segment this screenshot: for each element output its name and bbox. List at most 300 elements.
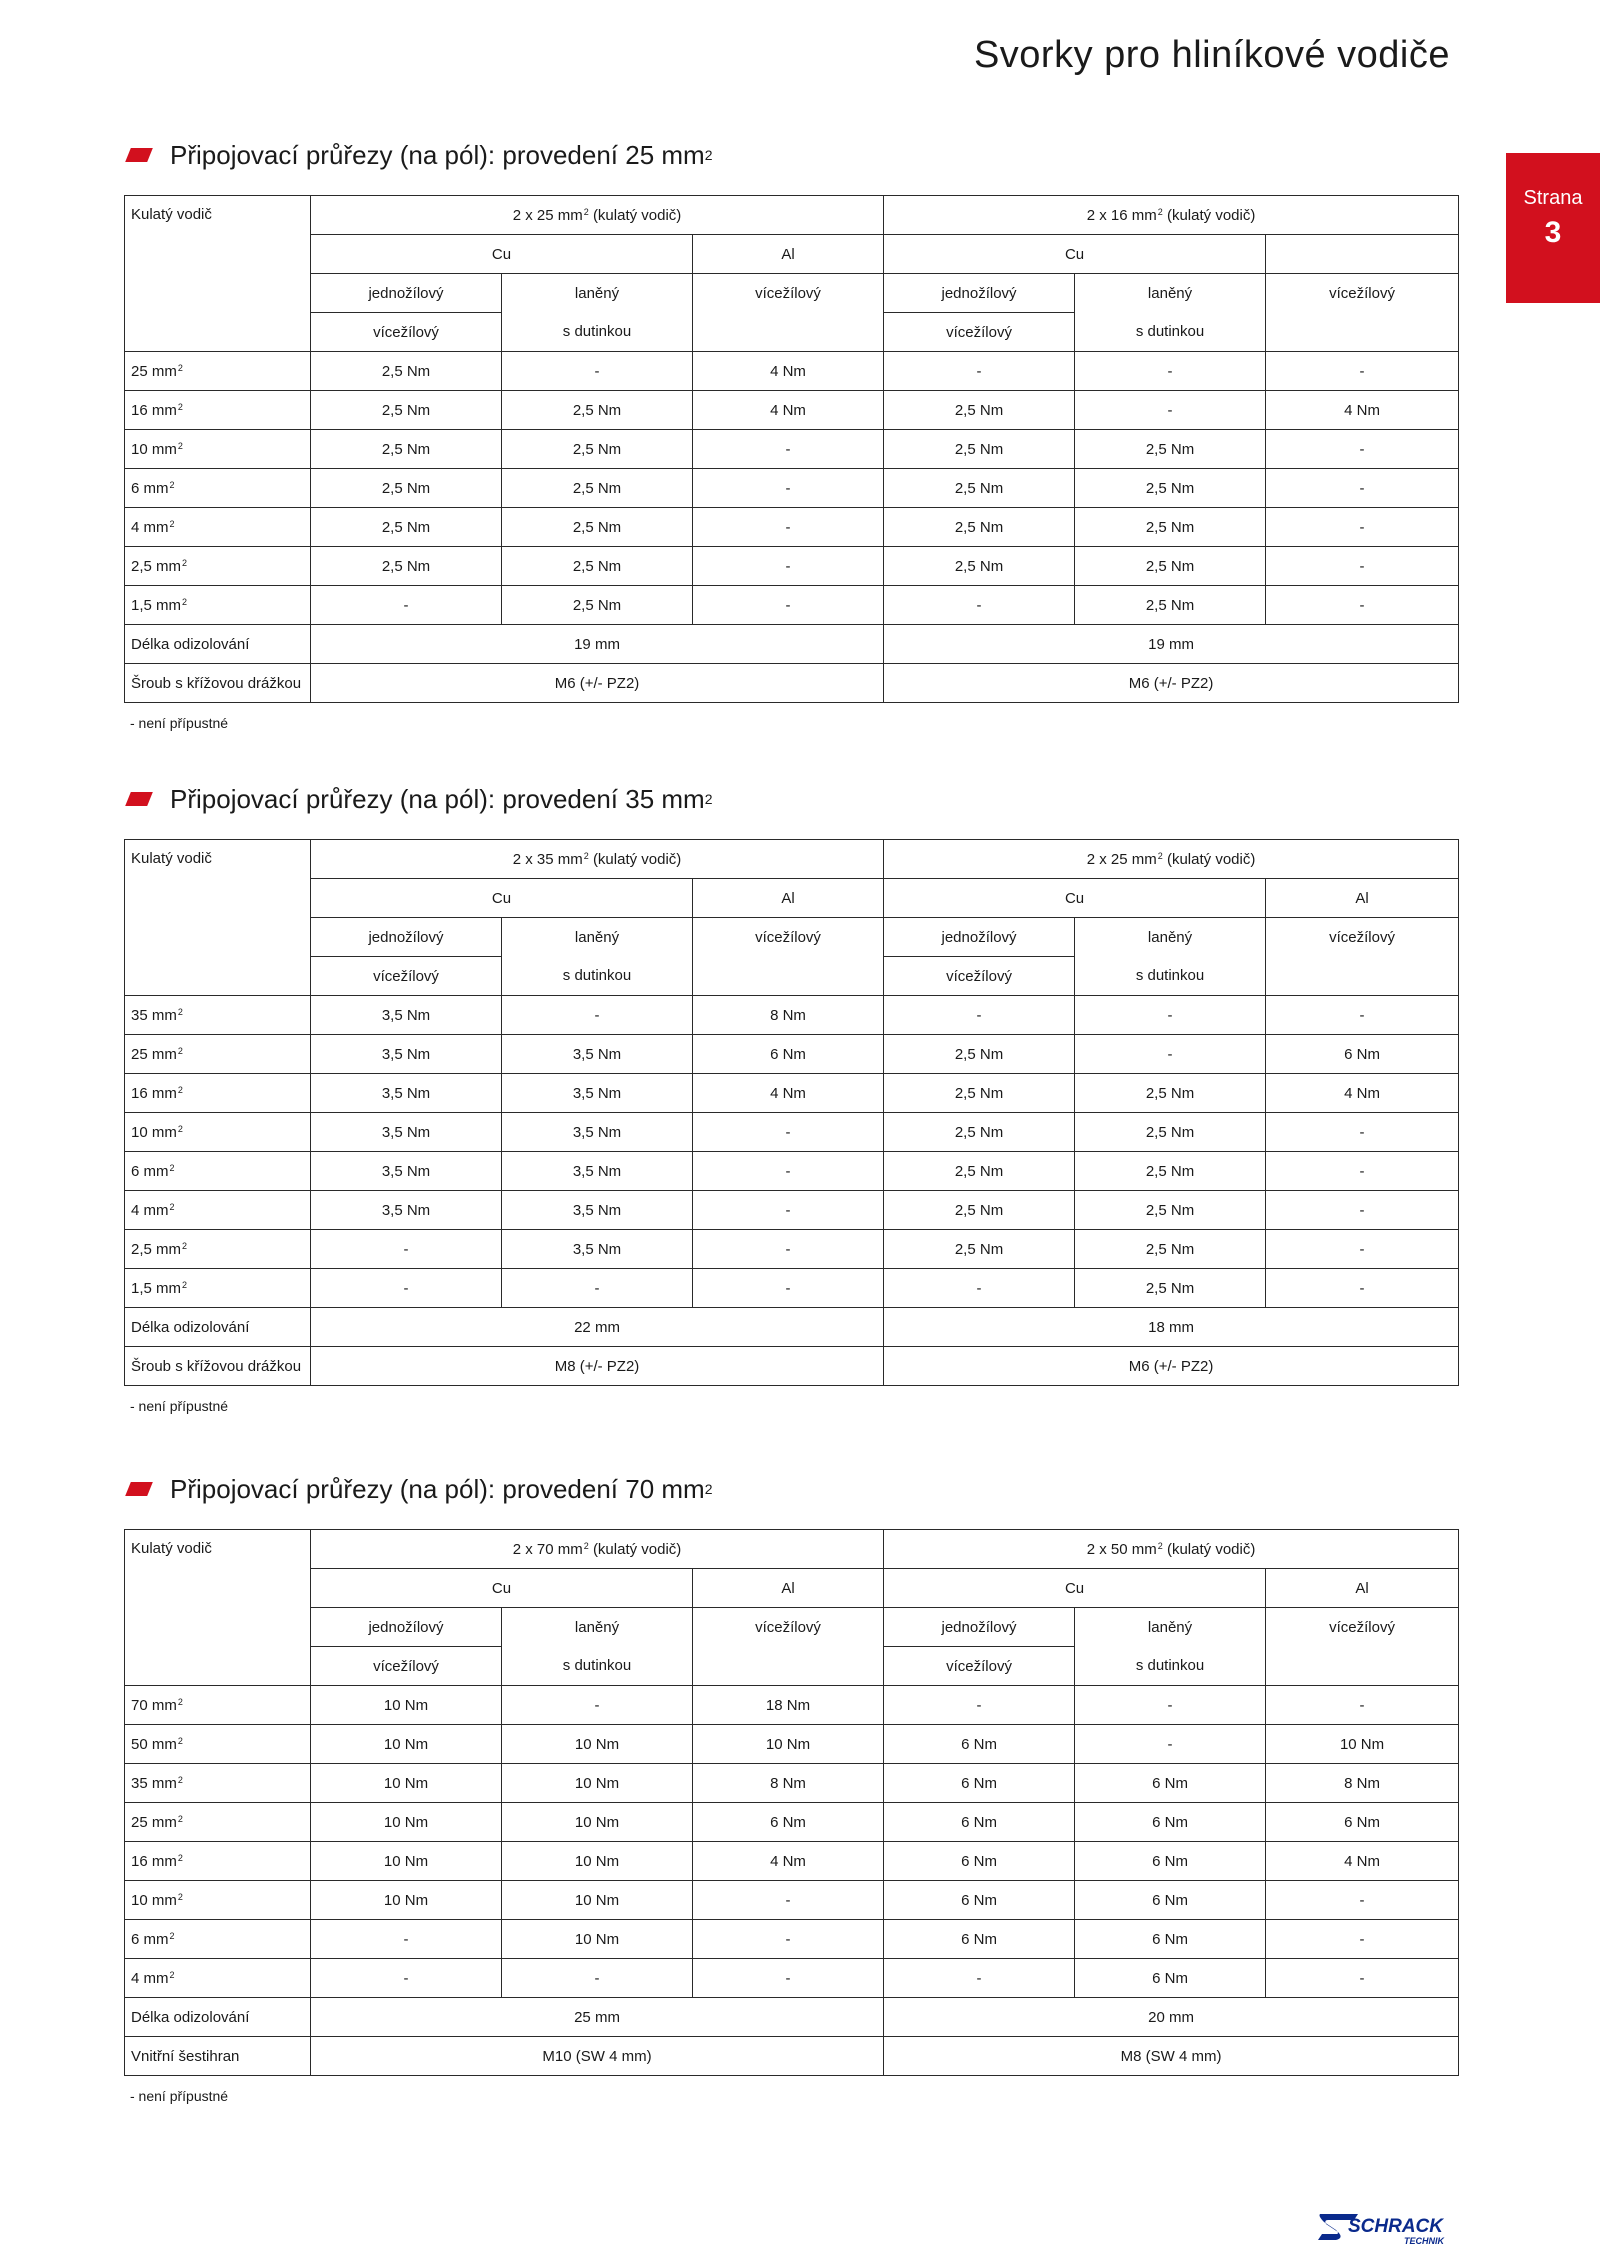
torque-value: - [785, 1201, 791, 1219]
torque-value: - [976, 1006, 982, 1024]
torque-value: 2,5 Nm [381, 440, 431, 458]
torque-value: 2,5 Nm [381, 557, 431, 575]
conductor-type-text: s dutinkou [1135, 323, 1205, 341]
torque-value: - [1167, 401, 1173, 419]
torque-value: - [1359, 1123, 1365, 1141]
conductor-type-cell [502, 957, 693, 996]
conductor-type-row-2 [125, 1647, 1459, 1686]
spec-label [125, 664, 311, 703]
torque-value: 4 Nm [1344, 1852, 1380, 1870]
conductor-type-text: jednožílový [941, 1618, 1017, 1636]
torque-cell [311, 1269, 502, 1308]
torque-cell [502, 1725, 693, 1764]
conductor-type-cell [884, 313, 1075, 352]
spec-value-text: M6 (+/- PZ2) [1128, 1357, 1214, 1375]
conductor-type-text: jednožílový [368, 928, 444, 946]
torque-value: 2,5 Nm [1145, 1279, 1195, 1297]
section-heading [124, 138, 1458, 172]
cross-section-value: 4 mm [131, 1201, 169, 1219]
spec-value-text: M8 (+/- PZ2) [554, 1357, 640, 1375]
cross-section-sup: 2 [169, 1969, 175, 1980]
torque-cell [1075, 1920, 1266, 1959]
torque-value: 6 Nm [1344, 1813, 1380, 1831]
spec-value-text: 20 mm [1148, 2008, 1194, 2026]
spec-label [125, 625, 311, 664]
table-header-row [125, 196, 1459, 235]
bullet-icon [125, 1482, 153, 1496]
spec-value-text: M6 (+/- PZ2) [554, 674, 640, 692]
torque-value: 3,5 Nm [381, 1123, 431, 1141]
torque-cell [502, 1113, 693, 1152]
cross-section-label [125, 1725, 311, 1764]
section-heading [124, 782, 1458, 816]
spec-value [311, 1998, 884, 2037]
group-suffix: (kulatý vodič) [592, 1540, 682, 1558]
spec-row [125, 1998, 1459, 2037]
torque-value: - [403, 1279, 409, 1297]
torque-value: 2,5 Nm [381, 518, 431, 536]
torque-value: - [1359, 1930, 1365, 1948]
conductor-type-cell [693, 274, 884, 313]
cross-section-label [125, 1269, 311, 1308]
material-cell [693, 235, 884, 274]
torque-value: 3,5 Nm [381, 1006, 431, 1024]
torque-value: 6 Nm [1152, 1891, 1188, 1909]
torque-cell [884, 586, 1075, 625]
torque-value: 4 Nm [770, 1084, 806, 1102]
footnote: - není přípustné [130, 2088, 229, 2104]
schrack-logo [1318, 2208, 1454, 2248]
torque-value: - [1359, 1006, 1365, 1024]
torque-value: 2,5 Nm [1145, 518, 1195, 536]
logo-subtext: TECHNIK [1404, 2236, 1444, 2246]
torque-value: - [1359, 362, 1365, 380]
group-suffix: (kulatý vodič) [592, 206, 682, 224]
conductor-type-cell [502, 274, 693, 313]
spec-value [884, 2037, 1459, 2076]
torque-value: 3,5 Nm [381, 1084, 431, 1102]
torque-value: - [1167, 1006, 1173, 1024]
cross-section-label [125, 1842, 311, 1881]
conductor-type-text: vícežílový [946, 1657, 1012, 1675]
table-row [125, 391, 1459, 430]
material-cell [311, 235, 693, 274]
torque-value: 2,5 Nm [381, 401, 431, 419]
spec-value-text: M10 (SW 4 mm) [542, 2047, 652, 2065]
torque-cell [311, 1074, 502, 1113]
torque-value: - [785, 1930, 791, 1948]
material-row [125, 879, 1459, 918]
material-text: Al [1355, 889, 1369, 907]
spec-value-text: 22 mm [574, 1318, 620, 1336]
torque-cell [884, 1074, 1075, 1113]
torque-cell [693, 1959, 884, 1998]
torque-cell [1266, 1152, 1459, 1191]
footnote: - není přípustné [130, 1398, 229, 1414]
torque-cell [502, 1035, 693, 1074]
conductor-type-row [125, 1608, 1459, 1647]
material-cell [693, 879, 884, 918]
torque-value: 2,5 Nm [381, 479, 431, 497]
torque-value: 4 Nm [1344, 401, 1380, 419]
torque-value: 2,5 Nm [954, 401, 1004, 419]
page-number: 3 [1544, 216, 1562, 249]
material-cell [1266, 235, 1459, 274]
torque-value: - [1359, 596, 1365, 614]
table-row [125, 1881, 1459, 1920]
cross-section-label [125, 352, 311, 391]
torque-table [124, 839, 1459, 1386]
spec-label-text: Vnitřní šestihran [131, 2047, 240, 2065]
conductor-type-row [125, 274, 1459, 313]
table-row [125, 1803, 1459, 1842]
torque-value: - [1359, 1279, 1365, 1297]
cross-section-sup: 2 [169, 518, 175, 529]
torque-value: 6 Nm [1152, 1969, 1188, 1987]
torque-cell [884, 1764, 1075, 1803]
torque-value: 6 Nm [1152, 1930, 1188, 1948]
table-row [125, 508, 1459, 547]
torque-cell [502, 547, 693, 586]
cross-section-sup: 2 [169, 1162, 175, 1173]
torque-value: 2,5 Nm [1145, 1084, 1195, 1102]
torque-cell [502, 1920, 693, 1959]
cross-section-label [125, 586, 311, 625]
torque-cell [502, 1764, 693, 1803]
spec-value-text: 25 mm [574, 2008, 620, 2026]
material-text: Cu [1064, 889, 1085, 907]
torque-cell [1266, 430, 1459, 469]
torque-value: - [785, 1969, 791, 1987]
torque-cell [1266, 547, 1459, 586]
row-header-text: Kulatý vodič [131, 850, 212, 867]
conductor-type-text: s dutinkou [562, 967, 632, 985]
spec-label [125, 2037, 311, 2076]
torque-cell [1266, 508, 1459, 547]
torque-cell [693, 1686, 884, 1725]
torque-value: 2,5 Nm [572, 401, 622, 419]
cross-section-sup: 2 [177, 1123, 183, 1134]
spec-row [125, 664, 1459, 703]
torque-value: 2,5 Nm [954, 479, 1004, 497]
cross-section-value: 6 mm [131, 1930, 169, 1948]
torque-cell [884, 1881, 1075, 1920]
conductor-type-cell [311, 313, 502, 352]
material-text: Al [781, 889, 795, 907]
cross-section-sup: 2 [177, 1006, 183, 1017]
spec-value [311, 2037, 884, 2076]
torque-value: 3,5 Nm [572, 1123, 622, 1141]
torque-value: 10 Nm [574, 1891, 620, 1909]
torque-cell [884, 1725, 1075, 1764]
conductor-type-text: jednožílový [941, 284, 1017, 302]
cross-section-value: 10 mm [131, 1123, 177, 1141]
cross-section-value: 6 mm [131, 479, 169, 497]
torque-value: 3,5 Nm [572, 1045, 622, 1063]
cross-section-value: 6 mm [131, 1162, 169, 1180]
torque-value: - [1167, 1045, 1173, 1063]
torque-cell [1075, 547, 1266, 586]
cross-section-value: 10 mm [131, 1891, 177, 1909]
torque-value: 2,5 Nm [954, 1201, 1004, 1219]
torque-cell [1266, 996, 1459, 1035]
material-text: Al [781, 1579, 795, 1597]
conductor-type-text: vícežílový [1329, 1618, 1395, 1636]
conductor-type-cell [1266, 918, 1459, 957]
cross-section-label [125, 996, 311, 1035]
section-3 [124, 1472, 1458, 2104]
cross-section-value: 10 mm [131, 440, 177, 458]
torque-value: 6 Nm [1152, 1774, 1188, 1792]
torque-value: 10 Nm [383, 1735, 429, 1753]
conductor-type-cell [1075, 1647, 1266, 1686]
torque-value: 2,5 Nm [954, 518, 1004, 536]
material-row [125, 235, 1459, 274]
conductor-type-text: laněný [574, 284, 620, 302]
section-title-sup: 2 [704, 791, 713, 807]
torque-value: - [976, 362, 982, 380]
cross-section-sup: 2 [177, 1891, 183, 1902]
torque-value: - [1359, 1969, 1365, 1987]
cross-section-sup: 2 [177, 1813, 183, 1824]
torque-cell [693, 469, 884, 508]
torque-cell [693, 1803, 884, 1842]
spec-value [884, 1998, 1459, 2037]
conductor-group-2 [884, 1530, 1459, 1569]
conductor-type-cell [311, 957, 502, 996]
table-row [125, 1035, 1459, 1074]
group-suffix: (kulatý vodič) [1166, 1540, 1256, 1558]
torque-value: 2,5 Nm [572, 557, 622, 575]
torque-cell [311, 430, 502, 469]
cross-section-label [125, 469, 311, 508]
torque-cell [693, 1764, 884, 1803]
spec-row [125, 1308, 1459, 1347]
torque-cell [693, 1842, 884, 1881]
torque-cell [502, 1686, 693, 1725]
torque-value: 3,5 Nm [572, 1201, 622, 1219]
material-cell [884, 879, 1266, 918]
torque-value: - [785, 479, 791, 497]
group-prefix: 2 x 25 mm [1086, 850, 1157, 868]
cross-section-value: 4 mm [131, 1969, 169, 1987]
group-sup: 2 [1157, 1540, 1163, 1551]
torque-cell [1266, 1269, 1459, 1308]
conductor-type-text: vícežílový [373, 323, 439, 341]
conductor-type-text: laněný [1147, 1618, 1193, 1636]
torque-cell [502, 1803, 693, 1842]
table-row [125, 1920, 1459, 1959]
cross-section-value: 35 mm [131, 1774, 177, 1792]
cross-section-label [125, 1764, 311, 1803]
torque-cell [502, 1842, 693, 1881]
conductor-type-cell [884, 957, 1075, 996]
conductor-type-cell [1075, 957, 1266, 996]
torque-value: 2,5 Nm [572, 596, 622, 614]
spec-value [884, 625, 1459, 664]
conductor-group-2 [884, 196, 1459, 235]
cross-section-sup: 2 [177, 1852, 183, 1863]
row-header-label [125, 1530, 311, 1686]
torque-value: - [1359, 557, 1365, 575]
cross-section-label [125, 1152, 311, 1191]
table-row [125, 430, 1459, 469]
torque-value: 2,5 Nm [954, 1240, 1004, 1258]
conductor-type-cell [1075, 313, 1266, 352]
section-title-sup: 2 [704, 1481, 713, 1497]
spec-value [884, 1308, 1459, 1347]
torque-cell [884, 391, 1075, 430]
cross-section-sup: 2 [177, 1045, 183, 1056]
torque-cell [884, 469, 1075, 508]
conductor-type-cell [693, 1608, 884, 1647]
cross-section-label [125, 1074, 311, 1113]
torque-value: - [1359, 1891, 1365, 1909]
conductor-type-cell [884, 1647, 1075, 1686]
torque-cell [502, 508, 693, 547]
table-row [125, 352, 1459, 391]
torque-table [124, 1529, 1459, 2076]
torque-cell [311, 1842, 502, 1881]
torque-cell [693, 1074, 884, 1113]
torque-value: 6 Nm [961, 1735, 997, 1753]
material-text: Cu [1064, 1579, 1085, 1597]
torque-value: - [976, 1279, 982, 1297]
table-row [125, 1725, 1459, 1764]
torque-cell [884, 1959, 1075, 1998]
torque-value: - [403, 596, 409, 614]
torque-value: - [785, 440, 791, 458]
torque-value: 10 Nm [1339, 1735, 1385, 1753]
row-header-label [125, 196, 311, 352]
spec-value-text: 18 mm [1148, 1318, 1194, 1336]
cross-section-label [125, 1230, 311, 1269]
table-row [125, 1230, 1459, 1269]
spec-label [125, 1347, 311, 1386]
torque-cell [693, 1881, 884, 1920]
spec-value-text: M6 (+/- PZ2) [1128, 674, 1214, 692]
conductor-type-row-2 [125, 957, 1459, 996]
torque-value: 2,5 Nm [1145, 596, 1195, 614]
torque-cell [693, 391, 884, 430]
conductor-group-1 [311, 840, 884, 879]
conductor-type-cell [884, 918, 1075, 957]
conductor-type-cell [502, 1608, 693, 1647]
material-cell [1266, 1569, 1459, 1608]
group-prefix: 2 x 50 mm [1086, 1540, 1157, 1558]
torque-cell [693, 508, 884, 547]
conductor-group-2 [884, 840, 1459, 879]
torque-value: 3,5 Nm [381, 1162, 431, 1180]
torque-cell [884, 1113, 1075, 1152]
cross-section-value: 25 mm [131, 1813, 177, 1831]
torque-cell [693, 996, 884, 1035]
torque-cell [693, 1725, 884, 1764]
table-row [125, 547, 1459, 586]
conductor-type-cell [311, 918, 502, 957]
torque-value: 3,5 Nm [572, 1240, 622, 1258]
torque-value: 8 Nm [1344, 1774, 1380, 1792]
conductor-group-1 [311, 196, 884, 235]
conductor-type-cell [1266, 957, 1459, 996]
torque-value: 10 Nm [765, 1735, 811, 1753]
bullet-icon [125, 148, 153, 162]
group-prefix: 2 x 25 mm [512, 206, 583, 224]
torque-cell [502, 1959, 693, 1998]
torque-cell [311, 1881, 502, 1920]
cross-section-value: 70 mm [131, 1696, 177, 1714]
torque-cell [311, 586, 502, 625]
torque-value: - [594, 1969, 600, 1987]
cross-section-sup: 2 [177, 1735, 183, 1746]
conductor-type-text: s dutinkou [1135, 967, 1205, 985]
torque-cell [502, 1074, 693, 1113]
cross-section-value: 25 mm [131, 1045, 177, 1063]
conductor-type-row [125, 918, 1459, 957]
group-suffix: (kulatý vodič) [1166, 206, 1256, 224]
table-row [125, 1269, 1459, 1308]
torque-cell [311, 508, 502, 547]
cross-section-label [125, 1920, 311, 1959]
torque-cell [1266, 1686, 1459, 1725]
cross-section-label [125, 391, 311, 430]
torque-cell [1075, 430, 1266, 469]
spec-value-text: 19 mm [1148, 635, 1194, 653]
torque-cell [1075, 1803, 1266, 1842]
torque-cell [1075, 469, 1266, 508]
torque-value: 2,5 Nm [572, 479, 622, 497]
torque-cell [311, 1191, 502, 1230]
torque-value: 18 Nm [765, 1696, 811, 1714]
torque-cell [311, 1959, 502, 1998]
table-row [125, 586, 1459, 625]
conductor-type-text: vícežílový [1329, 284, 1395, 302]
torque-cell [311, 1725, 502, 1764]
torque-value: 10 Nm [574, 1813, 620, 1831]
group-sup: 2 [1157, 206, 1163, 217]
page-title: Svorky pro hliníkové vodiče [973, 34, 1450, 76]
torque-value: 10 Nm [383, 1852, 429, 1870]
cross-section-value: 1,5 mm [131, 1279, 182, 1297]
cross-section-value: 16 mm [131, 401, 177, 419]
torque-cell [693, 1920, 884, 1959]
torque-cell [1266, 1035, 1459, 1074]
torque-value: - [1359, 1240, 1365, 1258]
group-sup: 2 [583, 850, 589, 861]
material-text: Cu [1064, 245, 1085, 263]
torque-value: - [785, 1123, 791, 1141]
torque-value: 10 Nm [574, 1930, 620, 1948]
torque-value: 4 Nm [770, 401, 806, 419]
row-header-text: Kulatý vodič [131, 206, 212, 223]
torque-value: 6 Nm [1344, 1045, 1380, 1063]
material-cell [1266, 879, 1459, 918]
page-tab-label: Strana [1523, 187, 1583, 209]
cross-section-sup: 2 [169, 1201, 175, 1212]
torque-value: - [1167, 1735, 1173, 1753]
torque-value: 3,5 Nm [572, 1084, 622, 1102]
torque-cell [311, 1113, 502, 1152]
torque-cell [1075, 1191, 1266, 1230]
conductor-type-cell [311, 274, 502, 313]
torque-cell [1266, 1842, 1459, 1881]
cross-section-label [125, 1113, 311, 1152]
torque-value: - [785, 1891, 791, 1909]
conductor-type-text: vícežílový [755, 1618, 821, 1636]
cross-section-sup: 2 [182, 1279, 188, 1290]
group-prefix: 2 x 70 mm [512, 1540, 583, 1558]
cross-section-sup: 2 [182, 557, 188, 568]
